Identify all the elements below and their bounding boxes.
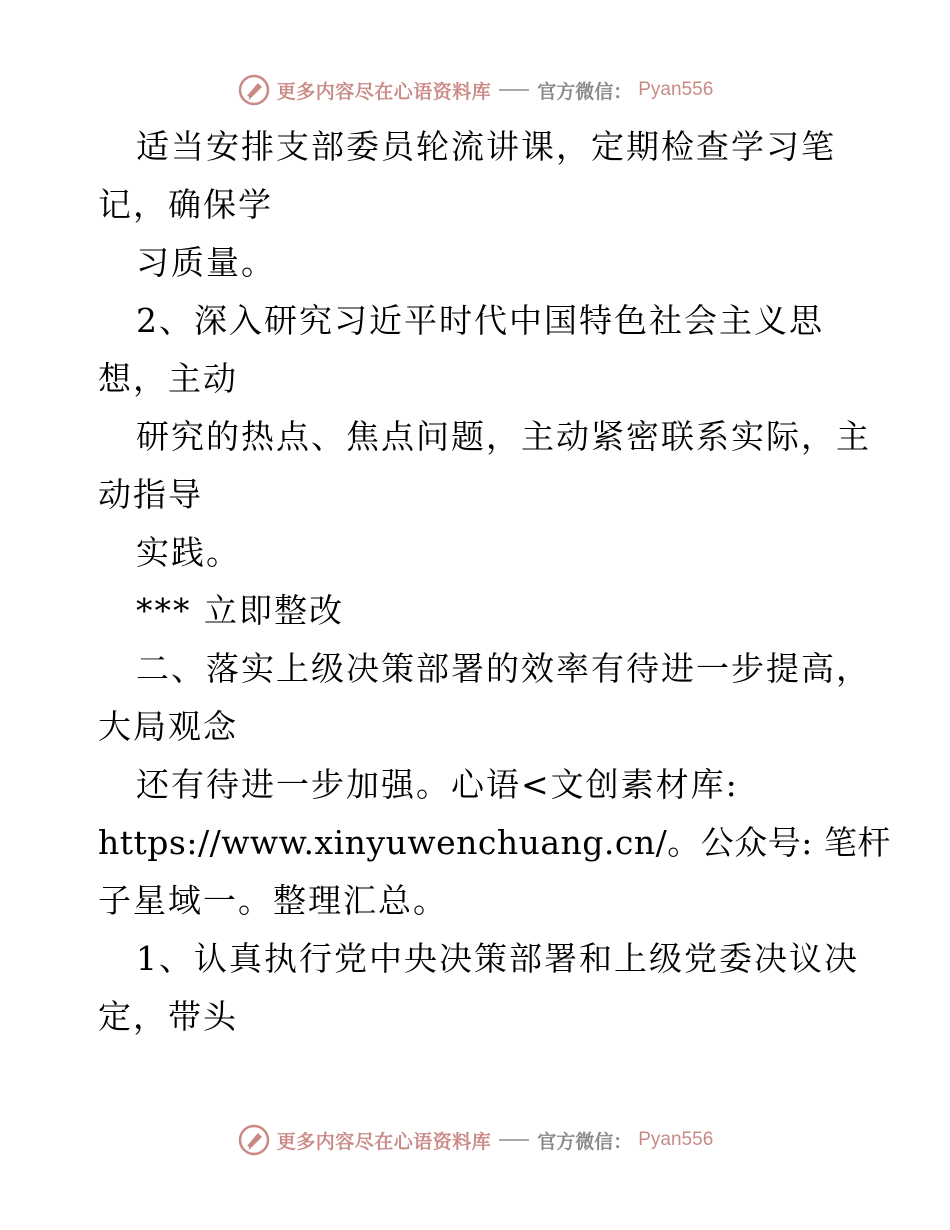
body-line: 想，主动 — [98, 359, 238, 398]
pen-nib-logo-icon — [237, 1123, 271, 1157]
watermark-official-label: 官方微信： — [537, 1130, 633, 1153]
footer-watermark — [0, 1118, 950, 1162]
body-line: 还有待进一步加强。心语<文创素材库: — [136, 765, 739, 804]
watermark-text: 更多内容尽在心语资料库 — [276, 80, 492, 103]
document-body — [98, 118, 891, 1046]
body-line: 记，确保学 — [98, 185, 273, 224]
body-line: 1、认真执行党中央决策部署和上级党委决议决 — [136, 939, 859, 978]
watermark-text: 更多内容尽在心语资料库 — [276, 1130, 492, 1153]
body-line: 二、落实上级决策部署的效率有待进一步提高， — [136, 649, 871, 688]
body-line: *** 立即整改 — [136, 591, 344, 630]
watermark-dash — [499, 89, 529, 91]
body-line: 定，带头 — [98, 997, 238, 1036]
pen-nib-logo-icon — [237, 73, 271, 107]
watermark-id: Pyan556 — [638, 79, 714, 100]
body-line: 适当安排支部委员轮流讲课，定期检查学习笔 — [136, 127, 836, 166]
watermark-official-label: 官方微信： — [537, 80, 633, 103]
body-line: 动指导 — [98, 475, 203, 514]
header-watermark — [0, 68, 950, 112]
body-line: 实践。 — [136, 533, 241, 572]
watermark-dash — [499, 1139, 529, 1141]
body-line: 子星域一。整理汇总。 — [98, 881, 448, 920]
body-line: 2、深入研究习近平时代中国特色社会主义思 — [136, 301, 824, 340]
body-line: 习质量。 — [136, 243, 276, 282]
body-line: 研究的热点、焦点问题，主动紧密联系实际，主 — [136, 417, 871, 456]
body-line: 大局观念 — [98, 707, 238, 746]
body-line: https://www.xinyuwenchuang.cn/。公众号: 笔杆 — [98, 823, 891, 862]
watermark-id: Pyan556 — [638, 1129, 714, 1150]
